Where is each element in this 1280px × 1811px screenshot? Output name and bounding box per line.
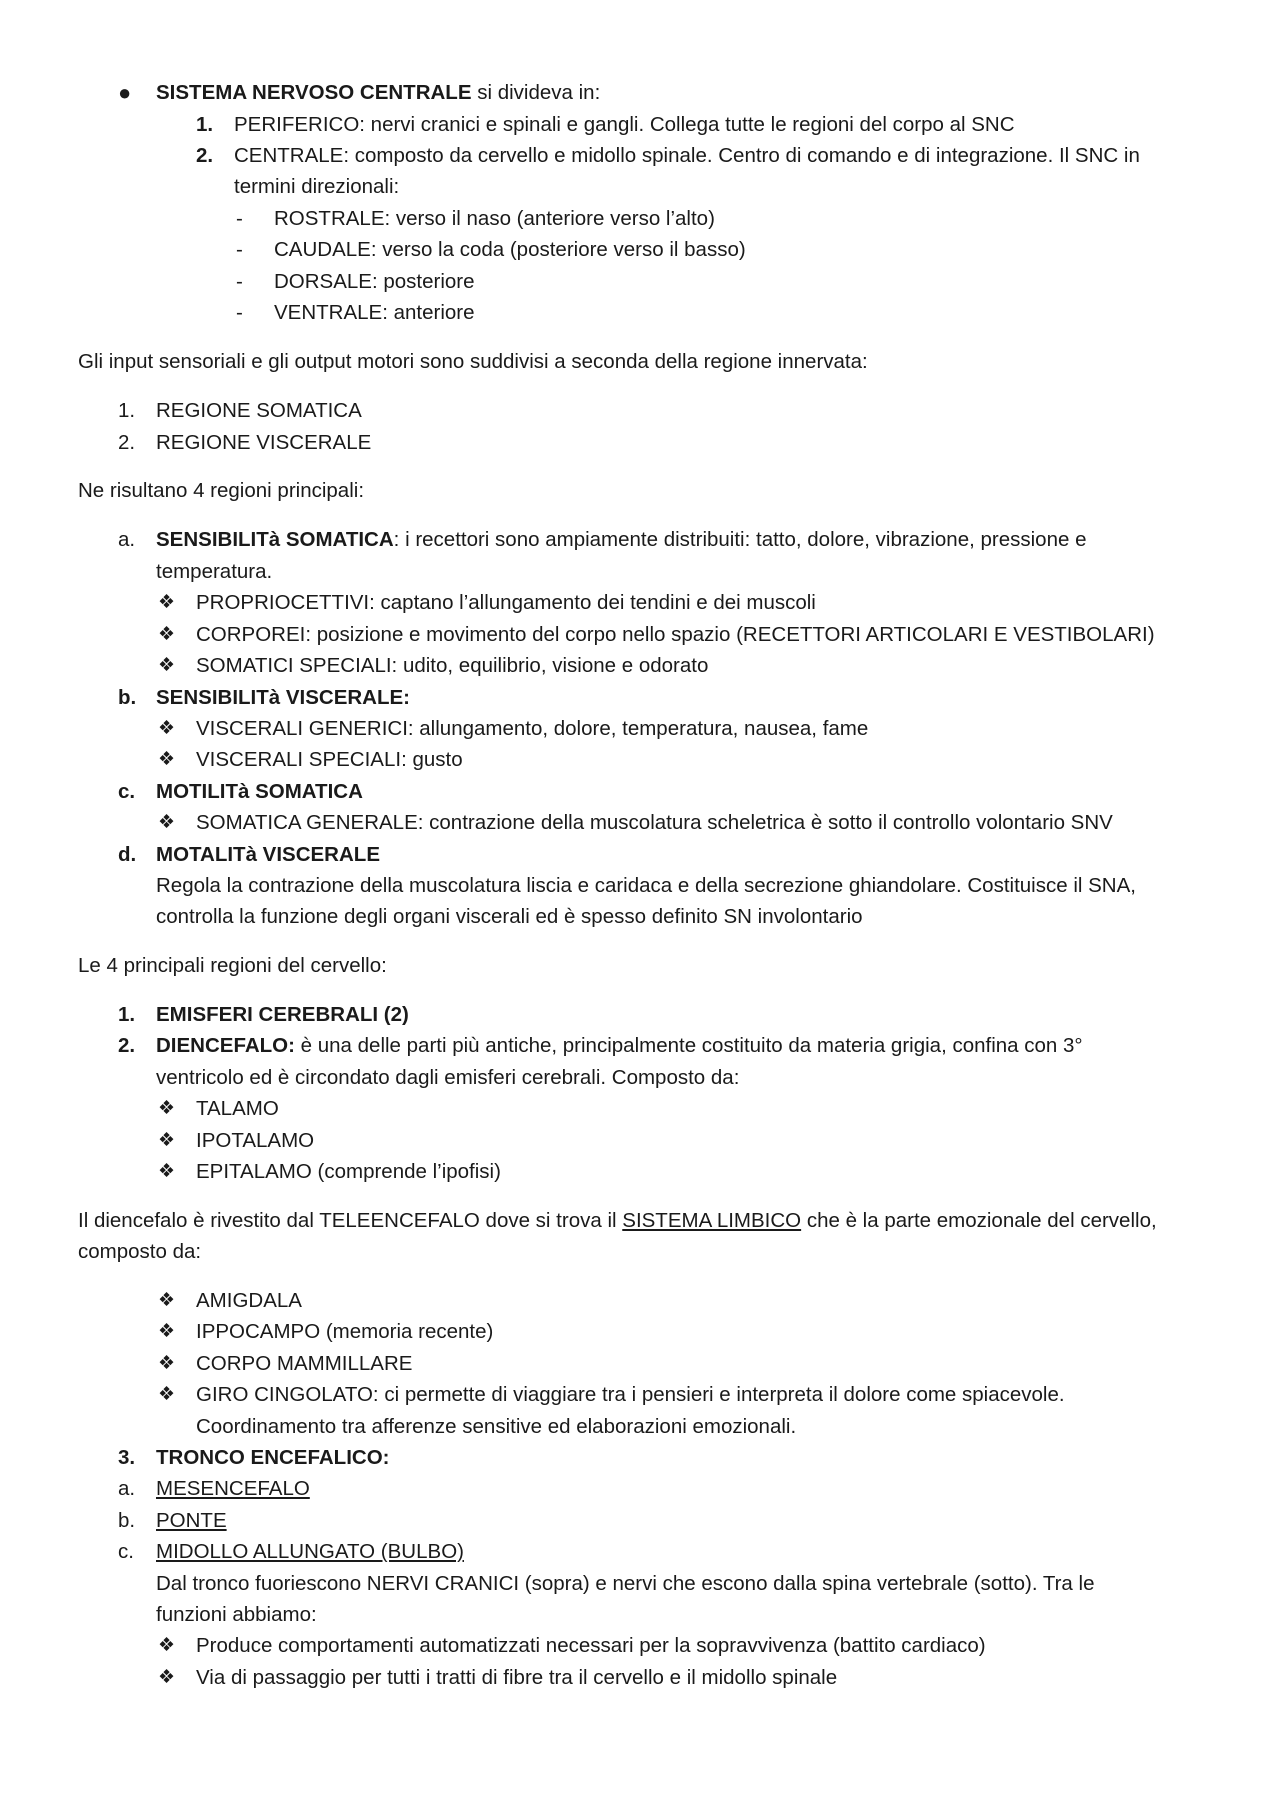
dir-item: - CAUDALE: verso la coda (posteriore verso il basso) xyxy=(236,238,746,261)
diamond-bullet-icon: ❖ xyxy=(158,1130,176,1151)
diamond-bullet-icon: ❖ xyxy=(158,655,176,676)
diamond-bullet-icon: ❖ xyxy=(158,1384,176,1405)
region-b: b. SENSIBILITà VISCERALE: xyxy=(118,686,411,709)
diamond-bullet-icon: ❖ xyxy=(158,718,176,739)
diamond-bullet-icon: ❖ xyxy=(158,812,176,833)
limbic-sub-cont: Coordinamento tra afferenze sensitive ed elaborazioni emozionali. xyxy=(196,1415,797,1438)
diamond-bullet-icon: ❖ xyxy=(158,1353,176,1374)
region-d-text: controlla la funzione degli organi viscerali ed è spesso definito SN involontario xyxy=(156,905,863,928)
limbic-sub: ❖ AMIGDALA xyxy=(0,1286,1280,1316)
dir-item: - DORSALE: posteriore xyxy=(236,270,475,293)
tronco-item: c. MIDOLLO ALLUNGATO (BULBO) xyxy=(118,1540,464,1563)
input-intro: Gli input sensoriali e gli output motori sono suddivisi a seconda della regione innervata: xyxy=(78,350,868,373)
input-item: 1. REGIONE SOMATICA xyxy=(118,399,362,422)
input-item: 2. REGIONE VISCERALE xyxy=(118,431,372,454)
brain-sub: ❖ EPITALAMO (comprende l’ipofisi) xyxy=(0,1157,1280,1187)
brain-intro: Le 4 principali regioni del cervello: xyxy=(78,954,387,977)
diamond-bullet-icon: ❖ xyxy=(158,1635,176,1656)
snc-item-1: 1. PERIFERICO: nervi cranici e spinali e gangli. Collega tutte le regioni del corpo al SNC xyxy=(196,113,1015,136)
brain-item-2: 2. DIENCEFALO: è una delle parti più antiche, principalmente costituito da materia grigia, confina con 3° xyxy=(118,1034,1083,1057)
region-d: d. MOTALITà VISCERALE xyxy=(118,843,380,866)
snc-heading-line xyxy=(0,78,1280,108)
diamond-bullet-icon: ❖ xyxy=(158,1667,176,1688)
region-a: a. SENSIBILITà SOMATICA: i recettori sono ampiamente distribuiti: tatto, dolore, vibrazione, pressione e xyxy=(118,528,1087,551)
limbic-sub: ❖ CORPO MAMMILLARE xyxy=(0,1349,1280,1379)
tronco-item: b. PONTE xyxy=(118,1509,227,1532)
snc-heading: SISTEMA NERVOSO CENTRALE si divideva in: xyxy=(156,81,601,104)
brain-sub: ❖ IPOTALAMO xyxy=(0,1126,1280,1156)
limbic-sub: ❖ GIRO CINGOLATO: ci permette di viaggiare tra i pensieri e interpreta il dolore come spiacevole. xyxy=(0,1380,1280,1410)
region-c-sub: ❖ SOMATICA GENERALE: contrazione della muscolatura scheletrica è sotto il controllo volontario SNV xyxy=(0,808,1280,838)
diamond-bullet-icon: ❖ xyxy=(158,624,176,645)
tronco-item: a. MESENCEFALO xyxy=(118,1477,310,1500)
tronco-sub: ❖ Produce comportamenti automatizzati necessari per la sopravvivenza (battito cardiaco) xyxy=(0,1631,1280,1661)
region-a-sub: ❖ SOMATICI SPECIALI: udito, equilibrio, visione e odorato xyxy=(0,651,1280,681)
brain-item-2-cont: ventricolo ed è circondato dagli emisferi cerebrali. Composto da: xyxy=(156,1066,740,1089)
diamond-bullet-icon: ❖ xyxy=(158,592,176,613)
snc-item-2-cont: termini direzionali: xyxy=(234,175,400,198)
diamond-bullet-icon: ❖ xyxy=(158,1098,176,1119)
dir-item: - ROSTRALE: verso il naso (anteriore verso l’alto) xyxy=(236,207,715,230)
brain-sub: ❖ TALAMO xyxy=(0,1094,1280,1124)
region-b-sub: ❖ VISCERALI SPECIALI: gusto xyxy=(0,745,1280,775)
tronco-paragraph-cont: funzioni abbiamo: xyxy=(156,1603,317,1626)
bullet-icon: ● xyxy=(118,80,132,105)
tronco-heading: 3. TRONCO ENCEFALICO: xyxy=(118,1446,390,1469)
diamond-bullet-icon: ❖ xyxy=(158,1290,176,1311)
diamond-bullet-icon: ❖ xyxy=(158,1321,176,1342)
diamond-bullet-icon: ❖ xyxy=(158,749,176,770)
region-a-cont: temperatura. xyxy=(156,560,273,583)
region-a-sub: ❖ CORPOREI: posizione e movimento del corpo nello spazio (RECETTORI ARTICOLARI E VESTIBOLARI) xyxy=(0,620,1280,650)
limbic-paragraph-cont: composto da: xyxy=(78,1240,202,1263)
diamond-bullet-icon: ❖ xyxy=(158,1161,176,1182)
tronco-paragraph: Dal tronco fuoriescono NERVI CRANICI (sopra) e nervi che escono dalla spina vertebrale (sotto). Tra le xyxy=(156,1572,1095,1595)
limbic-paragraph: Il diencefalo è rivestito dal TELEENCEFALO dove si trova il SISTEMA LIMBICO che è la parte emozionale del cervello, xyxy=(78,1209,1157,1232)
brain-item-1: 1. EMISFERI CEREBRALI (2) xyxy=(118,1003,409,1026)
dir-item: - VENTRALE: anteriore xyxy=(236,301,475,324)
snc-item-2: 2. CENTRALE: composto da cervello e midollo spinale. Centro di comando e di integrazione. Il SNC in xyxy=(196,144,1140,167)
tronco-sub: ❖ Via di passaggio per tutti i tratti di fibre tra il cervello e il midollo spinale xyxy=(0,1663,1280,1693)
limbic-sub: ❖ IPPOCAMPO (memoria recente) xyxy=(0,1317,1280,1347)
region-b-sub: ❖ VISCERALI GENERICI: allungamento, dolore, temperatura, nausea, fame xyxy=(0,714,1280,744)
region-c: c. MOTILITà SOMATICA xyxy=(118,780,363,803)
region-d-text: Regola la contrazione della muscolatura liscia e caridaca e della secrezione ghiandolare. Costituisce il SNA, xyxy=(156,874,1136,897)
region-a-sub: ❖ PROPRIOCETTIVI: captano l’allungamento dei tendini e dei muscoli xyxy=(0,588,1280,618)
regions-intro: Ne risultano 4 regioni principali: xyxy=(78,479,365,502)
